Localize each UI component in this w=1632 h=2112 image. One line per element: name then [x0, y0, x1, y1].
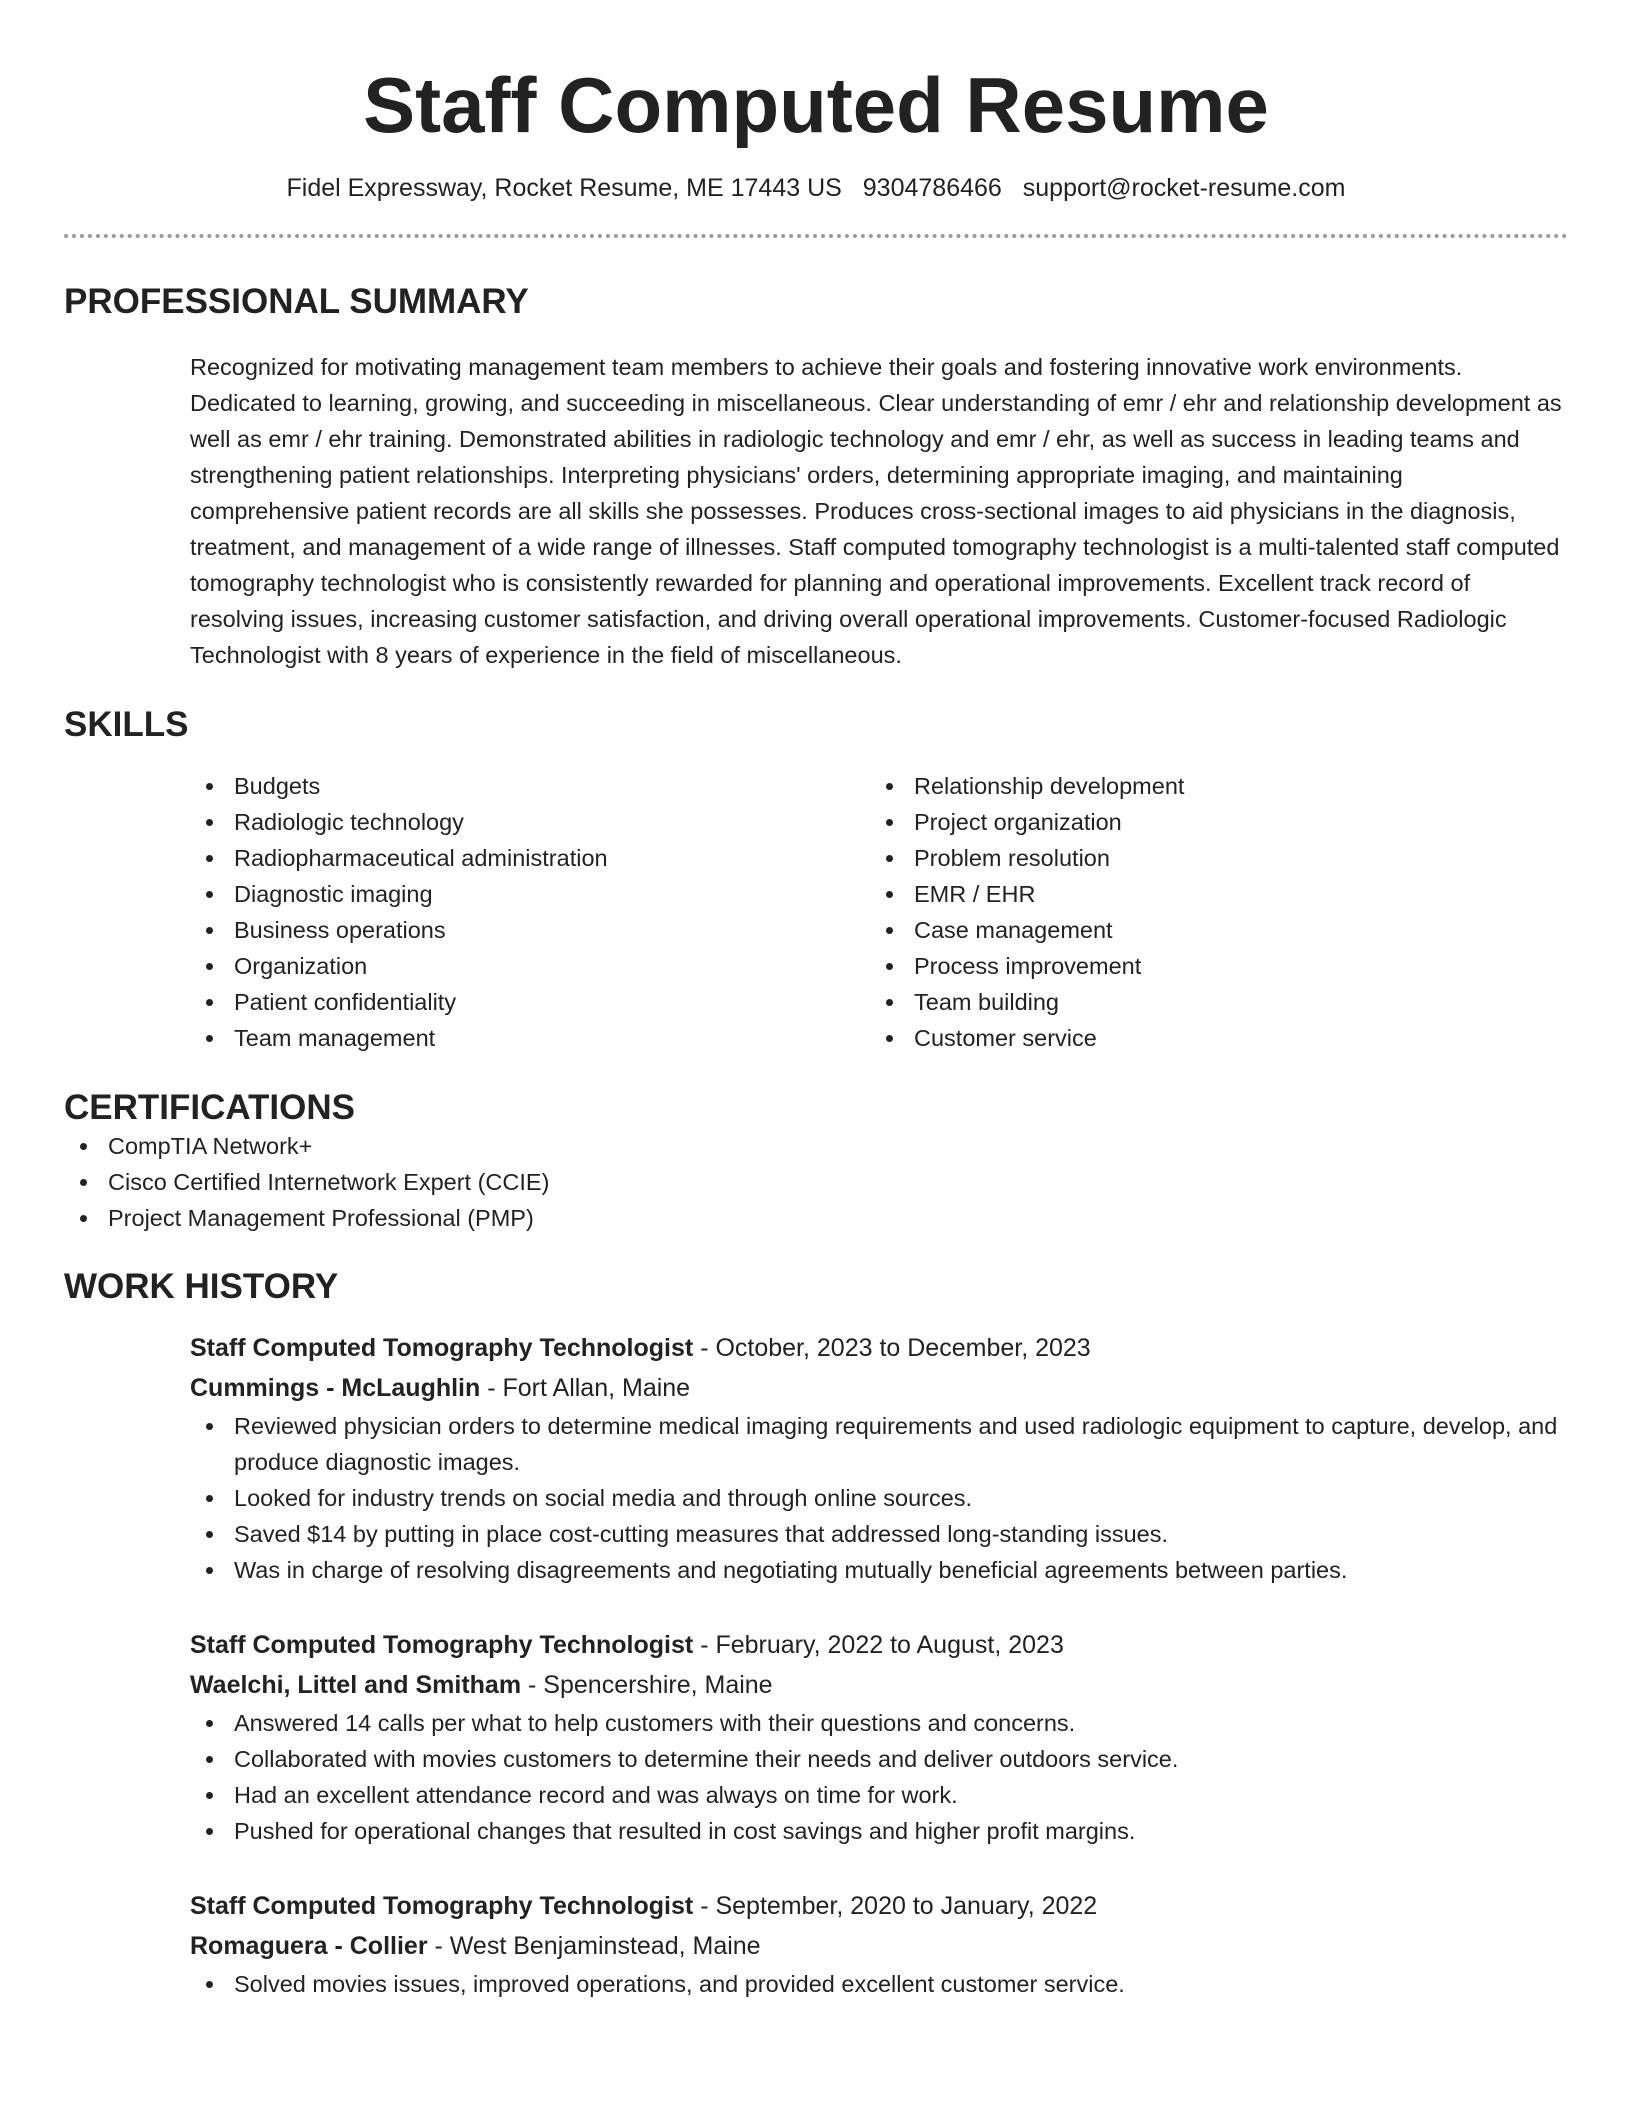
skill-item: Budgets: [190, 768, 870, 804]
contact-email: support@rocket-resume.com: [1022, 174, 1346, 202]
job-duty: Pushed for operational changes that resulted in cost savings and higher profit margins.: [190, 1813, 1568, 1849]
skill-item: Project organization: [870, 804, 1550, 840]
work-history-heading: WORK HISTORY: [64, 1267, 339, 1306]
job-duty: Had an excellent attendance record and was always on time for work.: [190, 1777, 1568, 1813]
job-duty: Solved movies issues, improved operations, and provided excellent customer service.: [190, 1966, 1568, 2002]
skill-item: Organization: [190, 948, 870, 984]
skill-item: Radiopharmaceutical administration: [190, 840, 870, 876]
resume-page: [64, 0, 1568, 2002]
job-duty: Was in charge of resolving disagreements and negotiating mutually beneficial agreements between parties.: [190, 1552, 1568, 1588]
skill-item: Radiologic technology: [190, 804, 870, 840]
job-title: Staff Computed Tomography Technologist: [190, 1631, 694, 1659]
job-company-line: [190, 1368, 1568, 1408]
header-divider: [64, 234, 1568, 238]
job-entry: [190, 1886, 1568, 2002]
skill-item: Diagnostic imaging: [190, 876, 870, 912]
job-title: Staff Computed Tomography Technologist: [190, 1334, 694, 1362]
skills-column-right: [870, 768, 1550, 1056]
certification-item: CompTIA Network+: [64, 1128, 1568, 1164]
skill-item: Case management: [870, 912, 1550, 948]
summary-heading: PROFESSIONAL SUMMARY: [64, 282, 529, 321]
job-title-line: [190, 1328, 1568, 1368]
job-location: - West Benjaminstead, Maine: [434, 1932, 761, 1960]
job-company: Romaguera - Collier: [190, 1932, 428, 1960]
job-location: - Fort Allan, Maine: [487, 1374, 691, 1402]
skill-item: EMR / EHR: [870, 876, 1550, 912]
job-location: - Spencershire, Maine: [528, 1671, 773, 1699]
job-dates: - October, 2023 to December, 2023: [700, 1334, 1091, 1362]
job-dates: - September, 2020 to January, 2022: [700, 1892, 1098, 1920]
resume-name: Staff Computed Resume: [363, 61, 1269, 149]
job-dates: - February, 2022 to August, 2023: [700, 1631, 1064, 1659]
job-entry: [190, 1328, 1568, 1588]
certifications-list: [64, 1128, 1568, 1236]
skill-item: Problem resolution: [870, 840, 1550, 876]
certification-item: Cisco Certified Internetwork Expert (CCIE): [64, 1164, 1568, 1200]
contact-phone: 9304786466: [862, 174, 1002, 202]
job-duties: [190, 1966, 1568, 2002]
summary-text: Recognized for motivating management team members to achieve their goals and fostering innovative work environments. Dedicated to learning, growing, and succeeding in miscellaneous. Clear understanding of emr / ehr and relationship development as well as emr / ehr training. Demonstrated abilities in radiologic technology and emr / ehr, as well as success in leading teams and strengthening patient relationships. Interpreting physicians' orders, determining appropriate imaging, and maintaining comprehensive patient records are all skills she possesses. Produces cross-sectional images to aid physicians in the diagnosis, treatment, and management of a wide range of illnesses. Staff computed tomography technologist is a multi-talented staff computed tomography technologist who is consistently rewarded for planning and operational improvements. Excellent track record of resolving issues, increasing customer satisfaction, and driving overall operational improvements. Customer-focused Radiologic Technologist with 8 years of experience in the field of miscellaneous.: [190, 354, 1562, 668]
skills-heading: SKILLS: [64, 705, 189, 744]
skills-column-left: [190, 768, 870, 1056]
contact-line: [64, 172, 1568, 204]
job-duty: Saved $14 by putting in place cost-cutting measures that addressed long-standing issues.: [190, 1516, 1568, 1552]
job-duty: Looked for industry trends on social media and through online sources.: [190, 1480, 1568, 1516]
certification-item: Project Management Professional (PMP): [64, 1200, 1568, 1236]
skill-item: Business operations: [190, 912, 870, 948]
job-title-line: [190, 1886, 1568, 1926]
job-title: Staff Computed Tomography Technologist: [190, 1892, 694, 1920]
job-duty: Collaborated with movies customers to determine their needs and deliver outdoors service.: [190, 1741, 1568, 1777]
job-company-line: [190, 1665, 1568, 1705]
certifications-heading: CERTIFICATIONS: [64, 1088, 356, 1127]
job-duties: [190, 1705, 1568, 1849]
skill-item: Team building: [870, 984, 1550, 1020]
job-duty: Reviewed physician orders to determine medical imaging requirements and used radiologic equipment to capture, develop, and produce diagnostic images.: [190, 1408, 1568, 1480]
skill-item: Patient confidentiality: [190, 984, 870, 1020]
contact-address: Fidel Expressway, Rocket Resume, ME 17443 US: [286, 174, 842, 202]
skill-item: Relationship development: [870, 768, 1550, 804]
job-duties: [190, 1408, 1568, 1588]
skills-list: [190, 768, 1568, 1056]
job-company-line: [190, 1926, 1568, 1966]
skill-item: Process improvement: [870, 948, 1550, 984]
skill-item: Customer service: [870, 1020, 1550, 1056]
job-duty: Answered 14 calls per what to help customers with their questions and concerns.: [190, 1705, 1568, 1741]
job-entry: [190, 1625, 1568, 1849]
skill-item: Team management: [190, 1020, 870, 1056]
job-company: Cummings - McLaughlin: [190, 1374, 481, 1402]
job-title-line: [190, 1625, 1568, 1665]
job-company: Waelchi, Littel and Smitham: [190, 1671, 522, 1699]
